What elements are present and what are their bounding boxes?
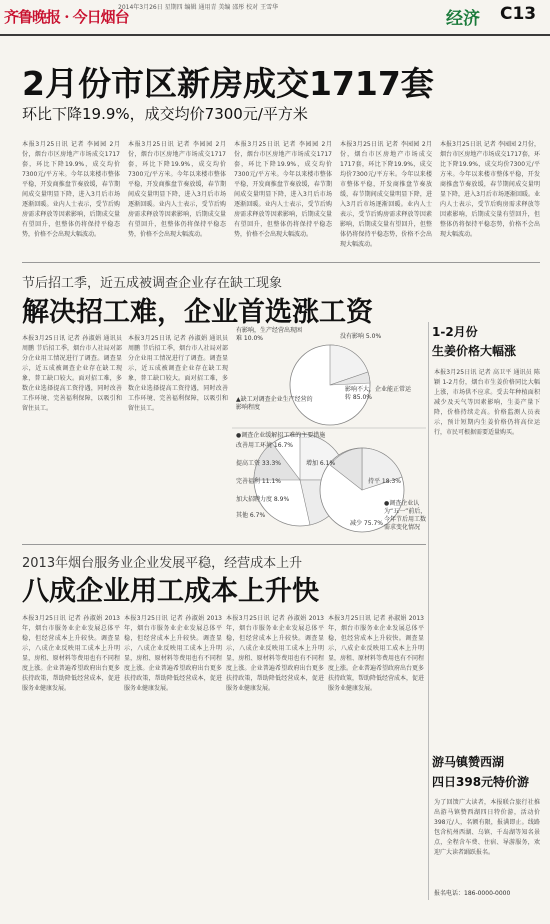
article3-kicker: 2013年烟台服务业企业发展平稳，经营成本上升 bbox=[22, 556, 303, 571]
sidebar2-body: 为了回馈广大读者，本报联合旅行社推出游马镇赞西湖四日特价游，活动价398元/人，名额有限，报满即止。线路包含杭州西湖、乌镇、千岛湖等知名景点，全程含车费、住宿、导游服务，欢迎广大读者踊跃报名。 bbox=[434, 799, 540, 856]
article3-headline: 八成企业用工成本上升快 bbox=[22, 576, 319, 607]
divider bbox=[22, 262, 540, 263]
pie1-label: 有影响，生产经营出现困难 10.0% bbox=[236, 327, 303, 342]
page-number: C13 bbox=[500, 4, 537, 24]
pie2-label: 完善福利 11.1% bbox=[236, 478, 281, 485]
pie2-title: ●调查企业缓解招工难的主要措施 bbox=[236, 432, 326, 439]
pie1-label: 影响不大，企业能正常运转 85.0% bbox=[345, 386, 412, 401]
pie3-label: 增加 6.1% bbox=[306, 460, 336, 467]
pie1-caption: ▲缺工对调查企业生产经营的影响程度 bbox=[236, 396, 313, 411]
pie2-label: 提高工资 33.3% bbox=[236, 460, 281, 467]
article3-col: 本报3月25日讯 记者 孙淑娟 2013年，烟台市服务业企业发展总体平稳，但经营成本上升较快。调查显示，八成企业反映用工成本上升明显，房租、原材料等费用也有不同程度上涨。企业普遍希望政府出台更多扶持政策，帮助降低经营成本，促进服务业健康发展。 bbox=[328, 615, 424, 692]
article1-col: 本报3月25日讯 记者 李园园 2月份，烟台市区房地产市场成交1717套，环比下降19.9%，成交均价7300元/平方米。今年以来楼市整体平稳，开发商推盘节奏放缓，春节期间成交量明显下降，进入3月后市场逐渐回暖。业内人士表示，受节后购房需求释放等因素影响，后期成交量有望回升，但整体仍将保持平稳态势，价格不会出现大幅波动。 bbox=[22, 141, 120, 238]
article2-col: 本报3月25日讯 记者 孙淑娟 通讯员 周鹏 节后招工季，烟台市人社局对部分企业用工情况进行了调查。调查显示，近五成被调查企业存在缺工现象，普工缺口较大。面对招工难，多数企业选择提高工资待遇，同时改善工作环境、完善福利保障，以吸引和留住员工。 bbox=[22, 335, 122, 412]
sidebar2-phone: 报名电话：186-0000-0000 bbox=[434, 890, 511, 897]
headline-main: 2月份市区新房成交1717套 bbox=[22, 64, 434, 103]
article1-col: 本报3月25日讯 记者 李园园 2月份，烟台市区房地产市场成交1717套，环比下降19.9%，成交均价7300元/平方米。今年以来楼市整体平稳，开发商推盘节奏放缓，春节期间成交量明显下降，进入3月后市场逐渐回暖。业内人士表示，受节后购房需求释放等因素影响，后期成交量有望回升，但整体仍将保持平稳态势，价格不会出现大幅波动。 bbox=[440, 141, 540, 238]
article2-col: 本报3月25日讯 记者 孙淑娟 通讯员 周鹏 节后招工季，烟台市人社局对部分企业用工情况进行了调查。调查显示，近五成被调查企业存在缺工现象，普工缺口较大。面对招工难，多数企业选择提高工资待遇，同时改善工作环境、完善福利保障，以吸引和留住员工。 bbox=[128, 335, 228, 412]
section-name: 经济 bbox=[446, 9, 480, 29]
sidebar2-headline: 游马镇赞西湖 四日398元特价游 bbox=[432, 755, 530, 789]
pie1-label: 没有影响 5.0% bbox=[340, 333, 382, 340]
divider bbox=[22, 544, 426, 545]
pie2-label: 其他 6.7% bbox=[236, 512, 266, 519]
article2-kicker: 节后招工季，近五成被调查企业存在缺工现象 bbox=[22, 276, 283, 291]
pie3-label: 减少 75.7% bbox=[350, 520, 383, 527]
pie2-label: 改善用工环境 16.7% bbox=[236, 442, 293, 449]
article1-col: 本报3月25日讯 记者 李园园 2月份，烟台市区房地产市场成交1717套，环比下降19.9%，成交均价7300元/平方米。今年以来楼市整体平稳，开发商推盘节奏放缓，春节期间成交量明显下降，进入3月后市场逐渐回暖。业内人士表示，受节后购房需求释放等因素影响，后期成交量有望回升，但整体仍将保持平稳态势，价格不会出现大幅波动。 bbox=[234, 141, 332, 238]
article3-col: 本报3月25日讯 记者 孙淑娟 2013年，烟台市服务业企业发展总体平稳，但经营成本上升较快。调查显示，八成企业反映用工成本上升明显，房租、原材料等费用也有不同程度上涨。企业普遍希望政府出台更多扶持政策，帮助降低经营成本，促进服务业健康发展。 bbox=[226, 615, 324, 692]
pie3-caption: ●调查企业认为“五一”前后，今年节后用工数需求变化情况 bbox=[384, 500, 427, 531]
article3-col: 本报3月25日讯 记者 孙淑娟 2013年，烟台市服务业企业发展总体平稳，但经营成本上升较快。调查显示，八成企业反映用工成本上升明显，房租、原材料等费用也有不同程度上涨。企业普遍希望政府出台更多扶持政策，帮助降低经营成本，促进服务业健康发展。 bbox=[124, 615, 222, 692]
sidebar1-body: 本报3月25日讯 记者 高卫平 通讯员 陈颖 1-2月份，烟台市生姜价格同比大幅上涨，市场供不应求。受去年种植面积减少及天气等因素影响，生姜产量下降，价格持续走高。价格监测人员表示，预计短期内生姜价格仍将高位运行，市民可根据需要适量购买。 bbox=[434, 369, 540, 436]
headline-sub: 环比下降19.9%，成交均价7300元/平方米 bbox=[22, 105, 308, 123]
article1-col: 本报3月25日讯 记者 李园园 2月份，烟台市区房地产市场成交1717套，环比下降19.9%，成交均价7300元/平方米。今年以来楼市整体平稳，开发商推盘节奏放缓，春节期间成交量明显下降，进入3月后市场逐渐回暖。业内人士表示，受节后购房需求释放等因素影响，后期成交量有望回升，但整体仍将保持平稳态势，价格不会出现大幅波动。 bbox=[128, 141, 226, 238]
article2-headline: 解决招工难，企业首选涨工资 bbox=[22, 297, 373, 328]
masthead-logo: 齐鲁晚报 · 今日烟台 bbox=[4, 8, 129, 26]
article3-col: 本报3月25日讯 记者 孙淑娟 2013年，烟台市服务业企业发展总体平稳，但经营成本上升较快。调查显示，八成企业反映用工成本上升明显，房租、原材料等费用也有不同程度上涨。企业普遍希望政府出台更多扶持政策，帮助降低经营成本，促进服务业健康发展。 bbox=[22, 615, 120, 692]
sidebar1-headline: 1-2月份 生姜价格大幅涨 bbox=[432, 325, 517, 358]
pie3-label: 持平 18.3% bbox=[368, 478, 401, 485]
edition-meta: 2014年3月26日 星期四 编辑 通用青 美编 邵彤 校对 王雪华 bbox=[118, 4, 279, 11]
pie2-label: 加大招聘力度 8.9% bbox=[236, 496, 290, 503]
sidebar-divider bbox=[428, 322, 429, 900]
article1-col: 本报3月25日讯 记者 李园园 2月份，烟台市区房地产市场成交1717套，环比下降19.9%，成交均价7300元/平方米。今年以来楼市整体平稳，开发商推盘节奏放缓，春节期间成交量明显下降，进入3月后市场逐渐回暖。业内人士表示，受节后购房需求释放等因素影响，后期成交量有望回升，但整体仍将保持平稳态势，价格不会出现大幅波动。 bbox=[340, 141, 432, 248]
